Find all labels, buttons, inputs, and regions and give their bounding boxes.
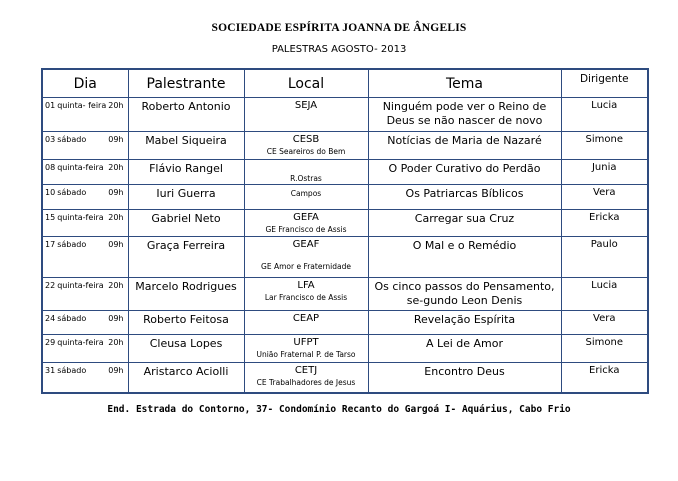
day-number: 22 xyxy=(45,281,56,290)
time: 20h xyxy=(108,101,124,110)
table-row xyxy=(42,132,648,160)
cell-palestrante: Aristarco Aciolli xyxy=(128,363,244,393)
table-row xyxy=(42,363,648,393)
cell-dirigente: Simone xyxy=(561,132,648,160)
table-row xyxy=(42,278,648,311)
time: 09h xyxy=(108,314,124,323)
time: 09h xyxy=(108,366,124,375)
cell-dirigente: Ericka xyxy=(561,210,648,237)
cell-local xyxy=(244,185,368,210)
column-header-palestrante: Palestrante xyxy=(128,69,244,98)
table-row xyxy=(42,210,648,237)
cell-local xyxy=(244,335,368,363)
cell-tema: O Poder Curativo do Perdão xyxy=(368,160,561,185)
cell-dia xyxy=(42,98,128,132)
cell-dirigente: Vera xyxy=(561,311,648,335)
local-code: GEFA xyxy=(293,212,319,223)
column-header-local: Local xyxy=(244,69,368,98)
cell-dia xyxy=(42,210,128,237)
document-subtitle: PALESTRAS AGOSTO- 2013 xyxy=(271,44,407,55)
day-number: 08 xyxy=(45,163,56,172)
weekday: quinta-feira xyxy=(57,338,104,347)
day-number: 01 xyxy=(45,101,56,110)
cell-local xyxy=(244,98,368,132)
day-number: 29 xyxy=(45,338,56,347)
table-row xyxy=(42,335,648,363)
cell-local xyxy=(244,278,368,311)
time: 09h xyxy=(108,135,124,144)
cell-tema: Os Patriarcas Bíblicos xyxy=(368,185,561,210)
local-code: LFA xyxy=(297,280,315,291)
weekday: sábado xyxy=(57,135,87,144)
weekday: quinta-feira xyxy=(57,213,104,222)
local-name: União Fraternal P. de Tarso xyxy=(256,350,356,359)
time: 20h xyxy=(108,213,124,222)
cell-tema: Os cinco passos do Pensamento, se-gundo Leon Denis xyxy=(368,278,561,311)
time: 20h xyxy=(108,163,124,172)
cell-dia xyxy=(42,335,128,363)
local-code: CEAP xyxy=(292,313,320,324)
cell-tema: Carregar sua Cruz xyxy=(368,210,561,237)
day-number: 17 xyxy=(45,240,56,249)
day-number: 15 xyxy=(45,213,56,222)
cell-palestrante: Graça Ferreira xyxy=(128,237,244,278)
lectures-table xyxy=(41,68,649,394)
local-code: CETJ xyxy=(294,365,318,376)
cell-local xyxy=(244,237,368,278)
cell-dirigente: Lucia xyxy=(561,278,648,311)
cell-dia xyxy=(42,185,128,210)
cell-palestrante: Cleusa Lopes xyxy=(128,335,244,363)
weekday: quinta-feira xyxy=(57,281,104,290)
organization-title: SOCIEDADE ESPÍRITA JOANNA DE ÂNGELIS xyxy=(211,22,467,34)
column-header-dia: Dia xyxy=(42,69,128,98)
cell-dia xyxy=(42,311,128,335)
local-name: CE Trabalhadores de Jesus xyxy=(256,378,356,387)
table-row xyxy=(42,98,648,132)
cell-tema: Encontro Deus xyxy=(368,363,561,393)
local-name: R.Ostras xyxy=(290,174,322,183)
local-name: CE Seareiros do Bem xyxy=(266,147,346,156)
column-header-dirigente: Dirigente xyxy=(561,69,648,98)
cell-dirigente: Junia xyxy=(561,160,648,185)
table-row xyxy=(42,237,648,278)
weekday: quinta-feira xyxy=(57,163,104,172)
local-name: GE Amor e Fraternidade xyxy=(261,262,351,271)
cell-palestrante: Roberto Antonio xyxy=(128,98,244,132)
cell-dirigente: Vera xyxy=(561,185,648,210)
weekday: quinta- feira xyxy=(57,101,107,110)
cell-local xyxy=(244,132,368,160)
cell-palestrante: Mabel Siqueira xyxy=(128,132,244,160)
day-number: 31 xyxy=(45,366,56,375)
cell-palestrante: Marcelo Rodrigues xyxy=(128,278,244,311)
day-number: 10 xyxy=(45,188,56,197)
time: 20h xyxy=(108,281,124,290)
local-name: GE Francisco de Assis xyxy=(265,225,347,234)
day-number: 24 xyxy=(45,314,56,323)
time: 09h xyxy=(108,188,124,197)
table-header-row xyxy=(42,69,648,98)
cell-dia xyxy=(42,237,128,278)
table-row xyxy=(42,160,648,185)
cell-dirigente: Simone xyxy=(561,335,648,363)
cell-tema: Notícias de Maria de Nazaré xyxy=(368,132,561,160)
cell-local xyxy=(244,311,368,335)
cell-dia xyxy=(42,363,128,393)
local-code: CESB xyxy=(292,134,320,145)
cell-local xyxy=(244,210,368,237)
weekday: sábado xyxy=(57,188,87,197)
cell-palestrante: Flávio Rangel xyxy=(128,160,244,185)
local-name: Lar Francisco de Assis xyxy=(264,293,348,302)
table-row xyxy=(42,311,648,335)
cell-dia xyxy=(42,278,128,311)
cell-dia xyxy=(42,160,128,185)
weekday: sábado xyxy=(57,366,87,375)
time: 20h xyxy=(108,338,124,347)
column-header-tema: Tema xyxy=(368,69,561,98)
cell-local xyxy=(244,363,368,393)
cell-dia xyxy=(42,132,128,160)
cell-tema: O Mal e o Remédio xyxy=(368,237,561,278)
weekday: sábado xyxy=(57,240,87,249)
cell-dirigente: Lucia xyxy=(561,98,648,132)
local-name: Campos xyxy=(290,189,322,198)
time: 09h xyxy=(108,240,124,249)
table-row xyxy=(42,185,648,210)
cell-tema: A Lei de Amor xyxy=(368,335,561,363)
cell-palestrante: Roberto Feitosa xyxy=(128,311,244,335)
local-code: SEJA xyxy=(294,100,318,111)
cell-palestrante: Iuri Guerra xyxy=(128,185,244,210)
day-number: 03 xyxy=(45,135,56,144)
cell-local xyxy=(244,160,368,185)
cell-tema: Revelação Espírita xyxy=(368,311,561,335)
local-code: GEAF xyxy=(292,239,320,250)
cell-dirigente: Ericka xyxy=(561,363,648,393)
weekday: sábado xyxy=(57,314,87,323)
cell-tema: Ninguém pode ver o Reino de Deus se não nascer de novo xyxy=(368,98,561,132)
local-code: UFPT xyxy=(293,337,319,348)
cell-dirigente: Paulo xyxy=(561,237,648,278)
address-footer: End. Estrada do Contorno, 37- Condomínio Recanto do Gargoá I- Aquárius, Cabo Frio xyxy=(107,404,571,415)
cell-palestrante: Gabriel Neto xyxy=(128,210,244,237)
